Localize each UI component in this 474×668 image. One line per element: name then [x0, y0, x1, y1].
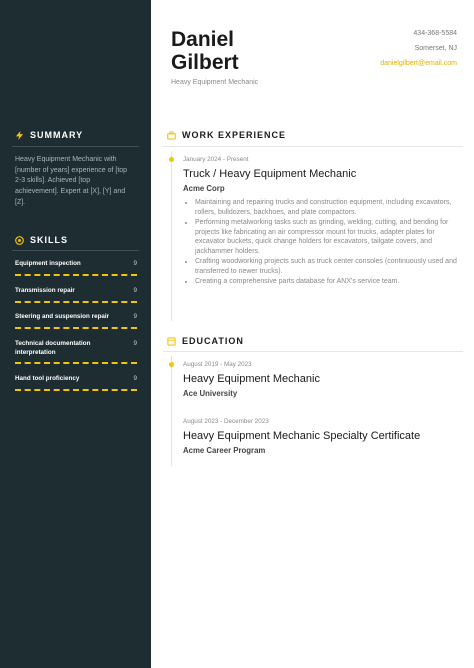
skill-level-bar — [15, 362, 137, 364]
skill-item — [15, 287, 137, 303]
education-timeline — [171, 356, 172, 466]
job-company: Acme Corp — [183, 184, 225, 193]
job-title: Truck / Heavy Equipment Mechanic — [183, 168, 357, 180]
skill-item — [15, 340, 137, 364]
candidate-name — [171, 28, 239, 74]
experience-divider — [163, 146, 463, 147]
skill-level: 9 — [133, 260, 137, 267]
education-date: August 2019 - May 2023 — [183, 361, 252, 368]
skill-name: Hand tool proficiency — [15, 375, 80, 382]
experience-timeline — [171, 151, 172, 321]
skill-level-bar — [15, 389, 137, 391]
candidate-role: Heavy Equipment Mechanic — [171, 79, 259, 86]
skill-item — [15, 260, 137, 276]
sidebar — [0, 0, 151, 668]
skills-heading — [15, 235, 68, 245]
last-name: Gilbert — [171, 51, 239, 74]
skills-divider — [12, 250, 139, 251]
education-degree: Heavy Equipment Mechanic — [183, 373, 320, 385]
briefcase-icon — [167, 131, 176, 140]
skill-name: Equipment inspection — [15, 260, 81, 267]
target-icon — [15, 236, 24, 245]
book-icon — [167, 337, 176, 346]
skill-item — [15, 375, 137, 391]
email-link[interactable]: danielgilbert@email.com — [380, 60, 457, 67]
skill-level: 9 — [133, 340, 137, 347]
skill-level-bar — [15, 301, 137, 303]
main-content — [151, 0, 474, 668]
job-bullet: • Performing metalworking tasks such as grinding, welding, cutting, and bending for projects like fabricating an air compressor mount for trucks, adapter plates for excavator buckets, quick change holders for excavators, tailgate covers, and jackhammer holders. — [195, 218, 457, 257]
skill-level: 9 — [133, 313, 137, 320]
skill-level: 9 — [133, 375, 137, 382]
job-bullet: • Crafting woodworking projects such as truck center consoles (continuously used and transferred to newer trucks). — [195, 257, 457, 276]
skill-name: Steering and suspension repair — [15, 313, 110, 320]
summary-text: Heavy Equipment Mechanic with [number of years] experience of [top 2-3 skills]. Achieved [top achievement]. Expert at [X], [Y] and [Z]. — [15, 156, 128, 206]
skills-title: SKILLS — [30, 235, 69, 245]
job-bullets — [183, 198, 457, 287]
first-name: Daniel — [171, 28, 235, 51]
skill-level-bar — [15, 274, 137, 276]
phone: 434-368-5584 — [413, 30, 457, 37]
job-bullet: • Creating a comprehensive parts database for ANX's service team. — [195, 277, 457, 287]
location: Somerset, NJ — [414, 45, 457, 52]
education-school: Acme Career Program — [183, 446, 266, 455]
summary-heading — [15, 130, 83, 140]
skill-item — [15, 313, 137, 329]
education-heading — [167, 336, 244, 346]
skill-name: Transmission repair — [15, 287, 75, 294]
job-date: January 2024 - Present — [183, 156, 249, 163]
education-divider — [163, 351, 463, 352]
education-school: Ace University — [183, 389, 238, 398]
experience-heading — [167, 130, 286, 140]
bolt-icon — [15, 131, 24, 140]
timeline-dot — [169, 157, 174, 162]
timeline-dot — [169, 362, 174, 367]
education-title: EDUCATION — [182, 336, 244, 346]
skill-level-bar — [15, 327, 137, 329]
skill-level: 9 — [133, 287, 137, 294]
education-date: August 2023 - December 2023 — [183, 418, 269, 425]
summary-title: SUMMARY — [30, 130, 84, 140]
summary-divider — [12, 146, 139, 147]
skill-name: Technical documentation interpretation — [15, 340, 91, 356]
job-bullet: • Maintaining and repairing trucks and construction equipment, including excavators, rollers, bulldozers, backhoes, and plate compactors. — [195, 198, 457, 217]
experience-title: WORK EXPERIENCE — [182, 130, 287, 140]
education-degree: Heavy Equipment Mechanic Specialty Certificate — [183, 430, 421, 442]
